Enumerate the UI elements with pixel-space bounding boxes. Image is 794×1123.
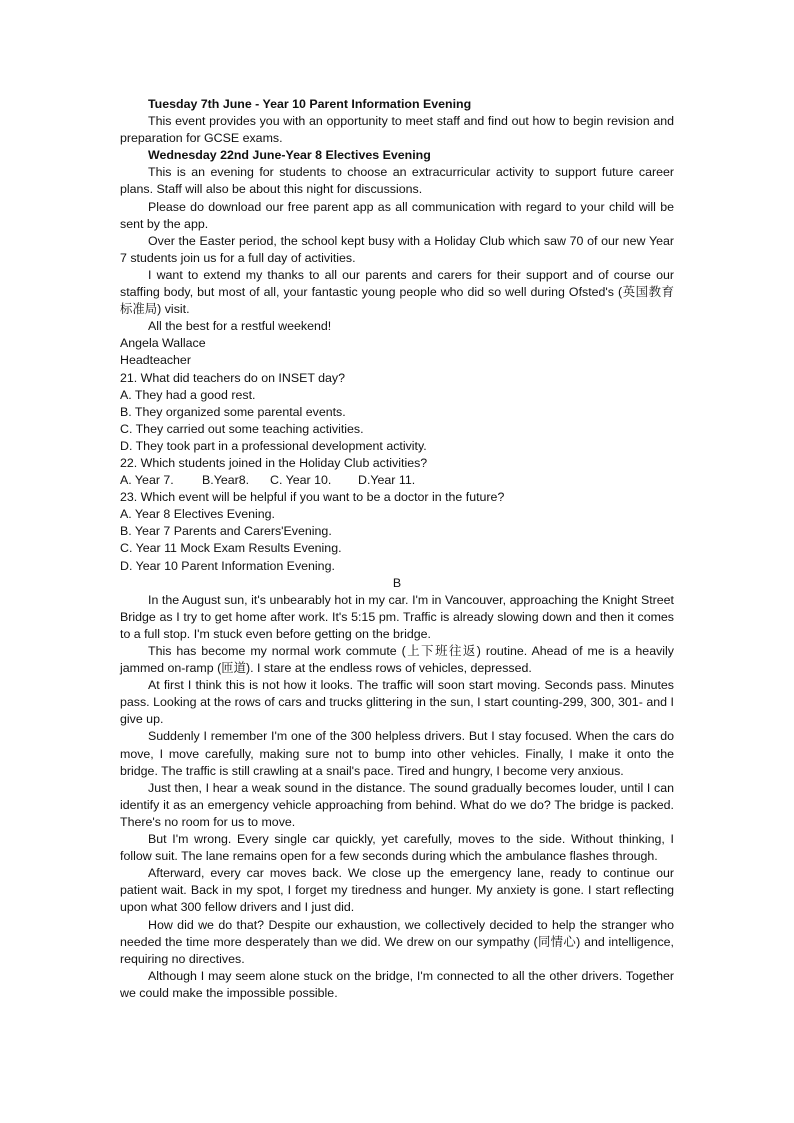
app-paragraph: Please do download our free parent app as all communication with regard to your child will be sent by the app. (120, 199, 674, 231)
question-22-option-d: D.Year 11. (358, 473, 416, 488)
question-21-option-c: C. They carried out some teaching activities. (120, 421, 364, 436)
passage-b-paragraph: In the August sun, it's unbearably hot in my car. I'm in Vancouver, approaching the Knight Street Bridge as I try to get home after work. It's 5:15 pm. Traffic is already slowing down and then it comes to a full stop. I'm stuck even before getting on the bridge. (120, 592, 674, 641)
question-22-option-a: A. Year 7. (120, 473, 174, 488)
question-22-option-c: C. Year 10. (270, 473, 332, 488)
passage-b-paragraph: At first I think this is not how it looks. The traffic will soon start moving. Seconds pass. Minutes pass. Looking at the rows of cars and trucks glittering in the sun, I start counting-299, 300, 301- and I give up. (120, 678, 674, 727)
passage-b-paragraph: Just then, I hear a weak sound in the distance. The sound gradually becomes louder, until I can identify it as an emergency vehicle approaching from behind. What do we do? The bridge is packed. There's no room for us to move. (120, 780, 674, 829)
question-23-stem: 23. Which event will be helpful if you want to be a doctor in the future? (120, 490, 505, 505)
section-b-label: B (392, 575, 402, 590)
question-23-option-a: A. Year 8 Electives Evening. (120, 507, 275, 522)
event1-heading: Tuesday 7th June - Year 10 Parent Information Evening (148, 97, 472, 111)
event2-heading: Wednesday 22nd June-Year 8 Electives Evening (148, 148, 431, 163)
event2-body: This is an evening for students to choose an extracurricular activity to support future career plans. Staff will also be about this night for discussions. (120, 165, 674, 197)
question-23-option-d: D. Year 10 Parent Information Evening. (120, 558, 335, 573)
passage-b-paragraph: But I'm wrong. Every single car quickly, yet carefully, moves to the side. Without thinking, I follow suit. The lane remains open for a few seconds during which the ambulance flashes through. (120, 832, 674, 864)
passage-b-paragraph: Afterward, every car moves back. We close up the emergency lane, ready to continue our patient wait. Back in my spot, I forget my tiredness and hunger. My anxiety is gone. I start reflecting upon what 300 fellow drivers and I just did. (120, 866, 674, 915)
question-21-option-b: B. They organized some parental events. (120, 404, 346, 419)
document-page (120, 96, 674, 1002)
question-23-option-b: B. Year 7 Parents and Carers'Evening. (120, 524, 332, 539)
closing-line: All the best for a restful weekend! (148, 319, 332, 334)
question-22-options (120, 472, 674, 489)
passage-b-paragraph: Suddenly I remember I'm one of the 300 helpless drivers. But I stay focused. When the cars do move, I move carefully, making sure not to bump into other vehicles. Finally, I make it onto the bridge. The traffic is still crawling at a snail's pace. Tired and hungry, I become very anxious. (120, 729, 674, 778)
question-21-stem: 21. What did teachers do on INSET day? (120, 370, 345, 385)
passage-b-paragraph: This has become my normal work commute (上下班往返) routine. Ahead of me is a heavily jammed on-ramp (匝道). I stare at the endless rows of vehicles, depressed. (120, 644, 674, 676)
question-23-option-c: C. Year 11 Mock Exam Results Evening. (120, 541, 342, 556)
question-22-option-b: B.Year8. (202, 473, 250, 488)
event1-body: This event provides you with an opportunity to meet staff and find out how to begin revision and preparation for GCSE exams. (120, 114, 674, 146)
signature-name: Angela Wallace (120, 336, 206, 351)
question-22-stem: 22. Which students joined in the Holiday Club activities? (120, 455, 428, 470)
thanks-paragraph: I want to extend my thanks to all our parents and carers for their support and of course our staffing body, but most of all, your fantastic young people who did so well during Ofsted's (英国教育标准局) visit. (120, 267, 674, 317)
easter-paragraph: Over the Easter period, the school kept busy with a Holiday Club which saw 70 of our new Year 7 students join us for a full day of activities. (120, 233, 674, 265)
question-21-option-a: A. They had a good rest. (120, 387, 256, 402)
passage-b-paragraph: How did we do that? Despite our exhaustion, we collectively decided to help the stranger who needed the time more desperately than we did. We drew on our sympathy (同情心) and intelligence, requiring no directives. (120, 917, 674, 966)
passage-b-paragraph: Although I may seem alone stuck on the bridge, I'm connected to all the other drivers. Together we could make the impossible possible. (120, 968, 674, 1000)
signature-title: Headteacher (120, 353, 191, 368)
question-21-option-d: D. They took part in a professional development activity. (120, 438, 427, 453)
